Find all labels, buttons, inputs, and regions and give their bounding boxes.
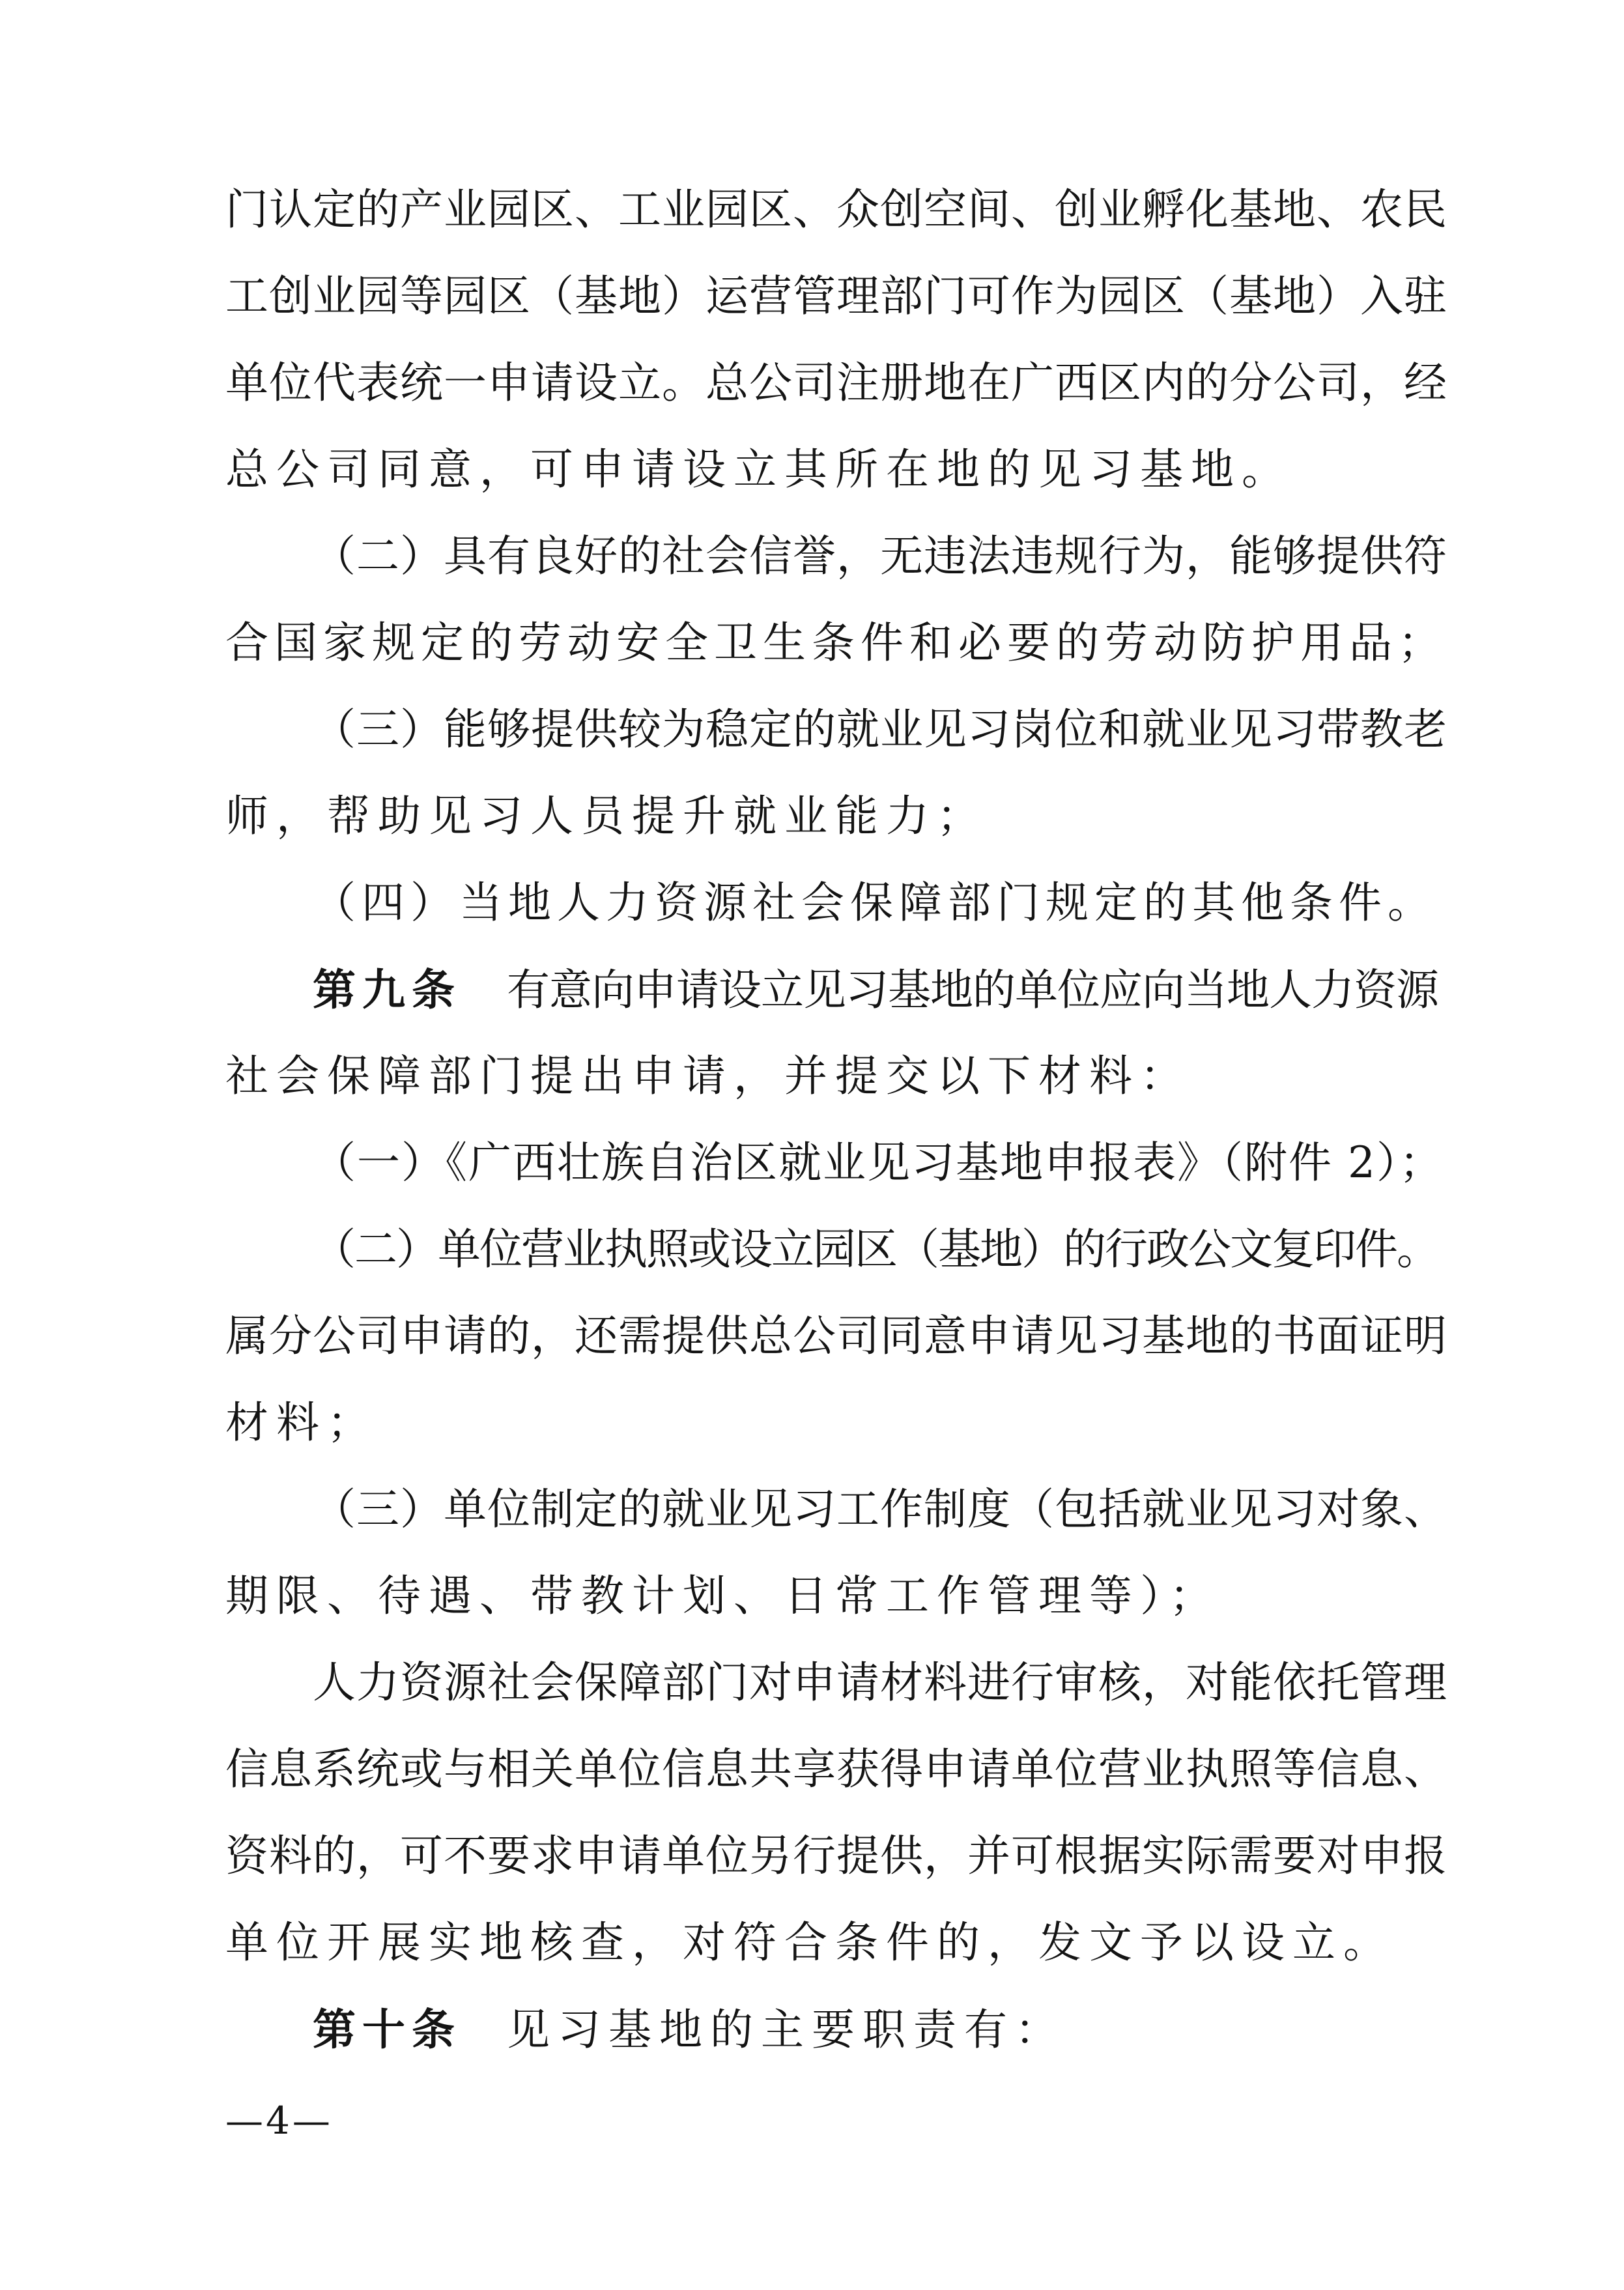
article-nine-text: 有意向申请设立见习基地的单位应向当地人力资源 bbox=[507, 965, 1438, 1015]
article-ten-text: 见习基地的主要职责有： bbox=[507, 2005, 1066, 2055]
paragraph-line: （三）单位制定的就业见习工作制度（包括就业见习对象、 bbox=[313, 1484, 1447, 1534]
paragraph-line: 期限、待遇、带教计划、日常工作管理等）； bbox=[225, 1571, 1220, 1621]
paragraph-line: （二）单位营业执照或设立园区（基地）的行政公文复印件。 bbox=[313, 1224, 1438, 1274]
paragraph-line: 单位开展实地核查，对符合条件的，发文予以设立。 bbox=[225, 1917, 1394, 1968]
paragraph-line: 合国家规定的劳动安全卫生条件和必要的劳动防护用品； bbox=[225, 618, 1447, 668]
paragraph-line: （三）能够提供较为稳定的就业见习岗位和就业见习带教老 bbox=[313, 704, 1447, 754]
article-ten-heading: 第十条 bbox=[313, 2004, 461, 2055]
paragraph-line: 社会保障部门提出申请，并提交以下材料： bbox=[225, 1051, 1191, 1101]
paragraph-line: （四）当地人力资源社会保障部门规定的其他条件。 bbox=[313, 878, 1436, 928]
page-number: —4— bbox=[225, 2098, 333, 2143]
paragraph-line: 门认定的产业园区、工业园区、众创空间、创业孵化基地、农民 bbox=[225, 184, 1447, 235]
paragraph-line: 人力资源社会保障部门对申请材料进行审核，对能依托管理 bbox=[313, 1657, 1447, 1708]
article-ten-line bbox=[313, 2000, 1450, 2059]
paragraph-line: 单位代表统一申请设立。总公司注册地在广西区内的分公司，经 bbox=[225, 358, 1447, 408]
paragraph-line: 材料； bbox=[225, 1397, 378, 1448]
paragraph-line: 信息系统或与相关单位信息共享获得申请单位营业执照等信息、 bbox=[225, 1744, 1447, 1794]
paragraph-line: （二）具有良好的社会信誉，无违法违规行为，能够提供符 bbox=[313, 531, 1447, 581]
article-nine-line bbox=[313, 960, 1450, 1020]
article-nine-heading: 第九条 bbox=[313, 964, 461, 1015]
paragraph-line: 属分公司申请的，还需提供总公司同意申请见习基地的书面证明 bbox=[225, 1311, 1447, 1361]
paragraph-line: 资料的，可不要求申请单位另行提供，并可根据实际需要对申报 bbox=[225, 1831, 1447, 1881]
paragraph-line: 师，帮助见习人员提升就业能力； bbox=[225, 791, 988, 841]
paragraph-line: 总公司同意，可申请设立其所在地的见习基地。 bbox=[225, 444, 1292, 494]
paragraph-line: （一）《广西壮族自治区就业见习基地申报表》（附件 2）； bbox=[313, 1138, 1444, 1188]
paragraph-line: 工创业园等园区（基地）运营管理部门可作为园区（基地）入驻 bbox=[225, 271, 1447, 321]
